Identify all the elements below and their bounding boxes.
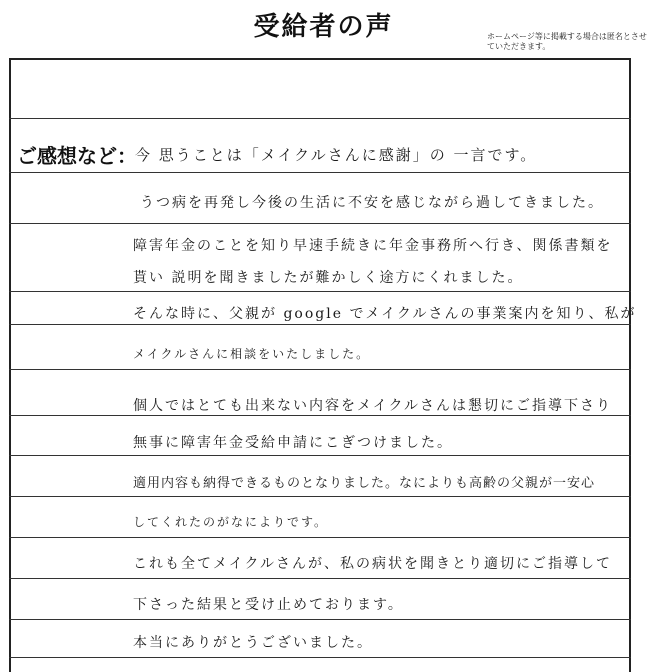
handwritten-line: 下さった結果と受け止めております。 xyxy=(133,597,404,613)
rule-line xyxy=(9,657,631,658)
rule-line xyxy=(9,172,631,173)
rule-line xyxy=(9,324,631,325)
rule-line xyxy=(9,455,631,456)
anonymity-note: ホームページ等に掲載する場合は匿名とさせていただきます。 xyxy=(487,32,647,51)
rule-line xyxy=(9,578,631,579)
rule-line xyxy=(9,291,631,292)
handwritten-line: 個人ではとても出来ない内容をメイクルさんは懇切にご指導下さり xyxy=(133,398,613,414)
rule-line xyxy=(9,415,631,416)
handwritten-line: うつ病を再発し今後の生活に不安を感じながら過してきました。 xyxy=(140,195,604,211)
handwritten-line: メイクルさんに相談をいたしました。 xyxy=(133,347,371,361)
handwritten-line: 障害年金のことを知り早速手続きに年金事務所へ行き、関係書類を xyxy=(133,238,613,254)
handwritten-line: 本当にありがとうございました。 xyxy=(133,635,373,651)
handwritten-line: そんな時に、父親が google でメイクルさんの事業案内を知り、私が xyxy=(133,306,637,322)
rule-line xyxy=(9,369,631,370)
rule-line xyxy=(9,537,631,538)
handwritten-line: これも全てメイクルさんが、私の病状を聞きとり適切にご指導して xyxy=(133,556,613,572)
rule-line xyxy=(9,496,631,497)
rule-line xyxy=(9,118,631,119)
handwritten-line: してくれたのがなによりです。 xyxy=(133,515,329,529)
impressions-label: ご感想など： xyxy=(17,144,137,168)
handwritten-line: 貰い 説明を聞きましたが難かしく途方にくれました。 xyxy=(133,270,524,286)
handwritten-line: 適用内容も納得できるものとなりました。なによりも高齢の父親が一安心 xyxy=(133,476,596,491)
rule-line xyxy=(9,619,631,620)
rule-line xyxy=(9,223,631,224)
handwritten-line: 無事に障害年金受給申請にこぎつけました。 xyxy=(133,435,453,451)
handwritten-line: 今 思うことは「メイクルさんに感謝」の 一言です。 xyxy=(135,146,538,164)
page-title: 受給者の声 xyxy=(253,12,394,42)
